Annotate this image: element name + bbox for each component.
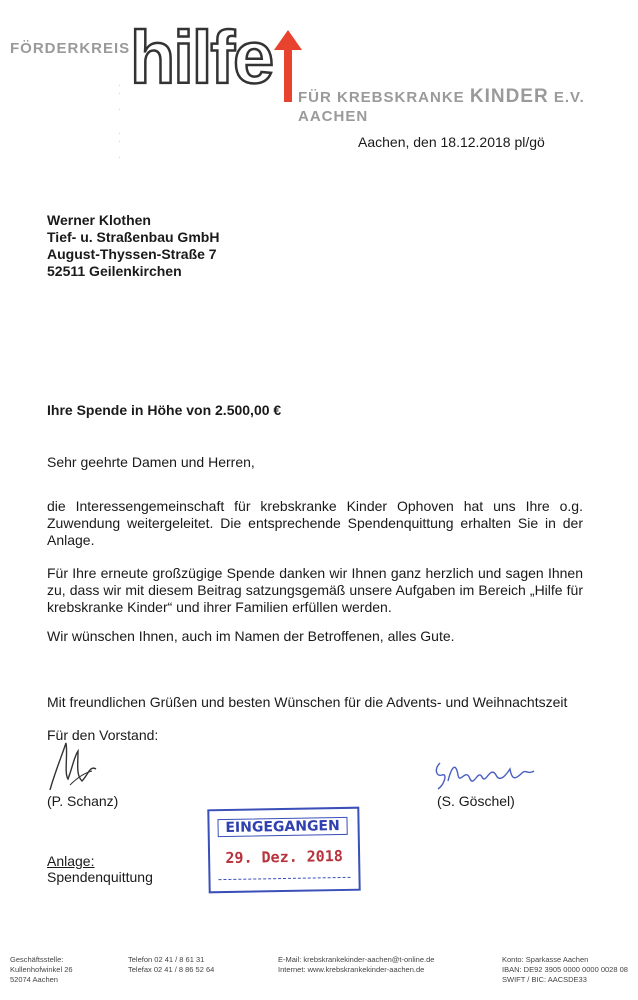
decorative-dots: · · · · · · xyxy=(118,80,122,163)
date-line: Aachen, den 18.12.2018 pl/gö xyxy=(358,134,545,150)
signer-name: (P. Schanz) xyxy=(47,793,119,809)
body-paragraph: die Interessengemeinschaft für krebskranke Kinder Ophoven hat uns Ihre o.g. Zuwendung weitergeleitet. Die entsprechende Spendenquittung erhalten Sie in der Anlage. xyxy=(47,498,583,548)
recipient-line: Werner Klothen xyxy=(47,212,151,228)
body-paragraph: Für Ihre erneute großzügige Spende danken wir Ihnen ganz herzlich und sagen Ihnen zu, dass wir mit diesem Beitrag satzungsgemäß unsere Aufgaben im Bereich „Hilfe für krebskranke Kinder“ und ihrer Familien erfüllen werden. xyxy=(47,565,583,615)
received-stamp xyxy=(207,807,360,894)
hilfe-logo xyxy=(130,16,305,102)
closing-line: Mit freundlichen Grüßen und besten Wünschen für die Advents- und Weihnachtszeit xyxy=(47,694,568,710)
stamp-date: 29. Dez. 2018 xyxy=(225,846,343,868)
stamp-dashed-line xyxy=(218,877,350,880)
letterhead-suffix: FÜR KREBSKRANKE KINDER E.V. AACHEN xyxy=(298,86,585,125)
stamp-label: EINGEGANGEN xyxy=(217,817,347,837)
recipient-line: Tief- u. Straßenbau GmbH xyxy=(47,229,220,245)
footer-address: Geschäftsstelle: Kullenhofwinkel 26 52074 Aachen xyxy=(10,955,73,984)
recipient-address xyxy=(47,212,219,280)
footer-bank: Konto: Sparkasse Aachen IBAN: DE92 3905 0000 0000 0028 08 SWIFT / BIC: AACSDE33 xyxy=(502,955,628,984)
logo-word: hilfe xyxy=(130,16,273,99)
attachment-label: Anlage: xyxy=(47,853,95,869)
body-paragraph: Wir wünschen Ihnen, auch im Namen der Betroffenen, alles Gute. xyxy=(47,628,455,644)
signature-schanz xyxy=(40,735,110,795)
letterhead-prefix: FÖRDERKREIS xyxy=(10,40,131,57)
attachment-item: Spendenquittung xyxy=(47,869,153,885)
recipient-line: 52511 Geilenkirchen xyxy=(47,263,182,279)
recipient-line: August-Thyssen-Straße 7 xyxy=(47,246,217,262)
signature-goeschel xyxy=(430,755,540,795)
board-line: Für den Vorstand: xyxy=(47,727,159,743)
footer-contact: E-Mail: krebskrankekinder-aachen@t-online.de Internet: www.krebskrankekinder-aachen.de xyxy=(278,955,435,974)
footer-phone: Telefon 02 41 / 8 61 31 Telefax 02 41 / 8 86 52 64 xyxy=(128,955,215,974)
salutation: Sehr geehrte Damen und Herren, xyxy=(47,454,255,470)
signer-name: (S. Göschel) xyxy=(437,793,515,809)
subject-line: Ihre Spende in Höhe von 2.500,00 € xyxy=(47,402,282,418)
